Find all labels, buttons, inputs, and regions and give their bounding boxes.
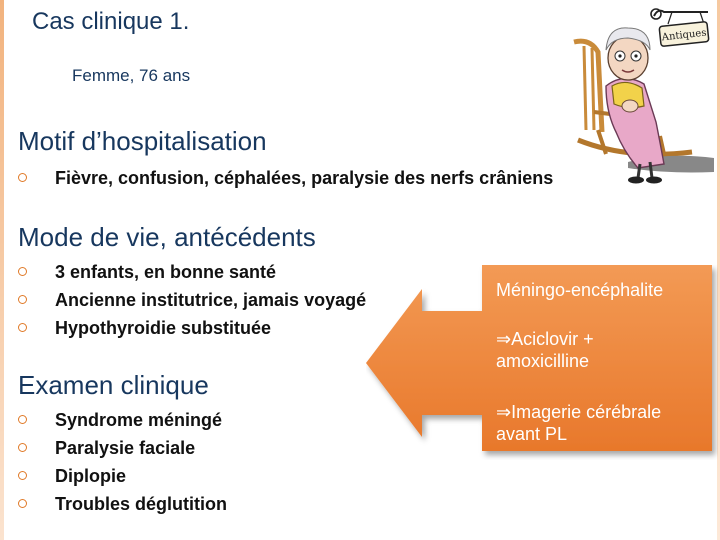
antiques-sign — [651, 9, 709, 46]
grandmother-rocking-chair-icon — [568, 2, 714, 187]
bullet-circle-icon — [18, 499, 27, 508]
list-item — [18, 164, 553, 192]
list-examen — [18, 406, 227, 518]
list-item-text: Ancienne institutrice, jamais voyagé — [55, 290, 367, 310]
section-heading-examen: Examen clinique — [18, 370, 209, 400]
bullet-circle-icon — [18, 173, 27, 182]
section-heading-motif: Motif d’hospitalisation — [18, 126, 267, 156]
list-item-text: Paralysie faciale — [55, 438, 196, 458]
callout-diagnosis: Méningo-encéphalite — [496, 280, 664, 300]
list-item-text: Fièvre, confusion, céphalées, paralysie des nerfs crâniens — [55, 168, 554, 188]
grandmother-head — [606, 28, 650, 80]
left-accent-bar — [0, 0, 4, 540]
callout-treatment-line1: ⇒Aciclovir + — [496, 329, 594, 349]
list-item — [18, 258, 366, 286]
list-item — [18, 314, 366, 342]
callout-imaging-line1: ⇒Imagerie cérébrale — [496, 402, 662, 422]
list-item — [18, 286, 366, 314]
callout-treatment-line2: amoxicilline — [496, 351, 590, 371]
list-item — [18, 462, 227, 490]
list-item — [18, 490, 227, 518]
list-item-text: Syndrome méningé — [55, 410, 223, 430]
list-mode-de-vie — [18, 258, 366, 342]
bullet-circle-icon — [18, 443, 27, 452]
list-item — [18, 434, 227, 462]
bullet-circle-icon — [18, 415, 27, 424]
callout-imaging-line2: avant PL — [496, 424, 568, 444]
patient-info: Femme, 76 ans — [72, 66, 191, 85]
list-item-text: Troubles déglutition — [55, 494, 227, 514]
list-item — [18, 406, 227, 434]
list-item-text: 3 enfants, en bonne santé — [55, 262, 277, 282]
bullet-circle-icon — [18, 295, 27, 304]
antiques-sign-text: Antiques — [661, 27, 707, 44]
list-motif — [18, 164, 553, 192]
list-item-text: Diplopie — [55, 466, 126, 486]
diagnosis-callout — [366, 265, 718, 460]
bullet-circle-icon — [18, 267, 27, 276]
bullet-circle-icon — [18, 471, 27, 480]
bullet-circle-icon — [18, 323, 27, 332]
slide-title: Cas clinique 1. — [32, 8, 190, 35]
list-item-text: Hypothyroidie substituée — [55, 318, 272, 338]
section-heading-mode-de-vie: Mode de vie, antécédents — [18, 222, 316, 252]
